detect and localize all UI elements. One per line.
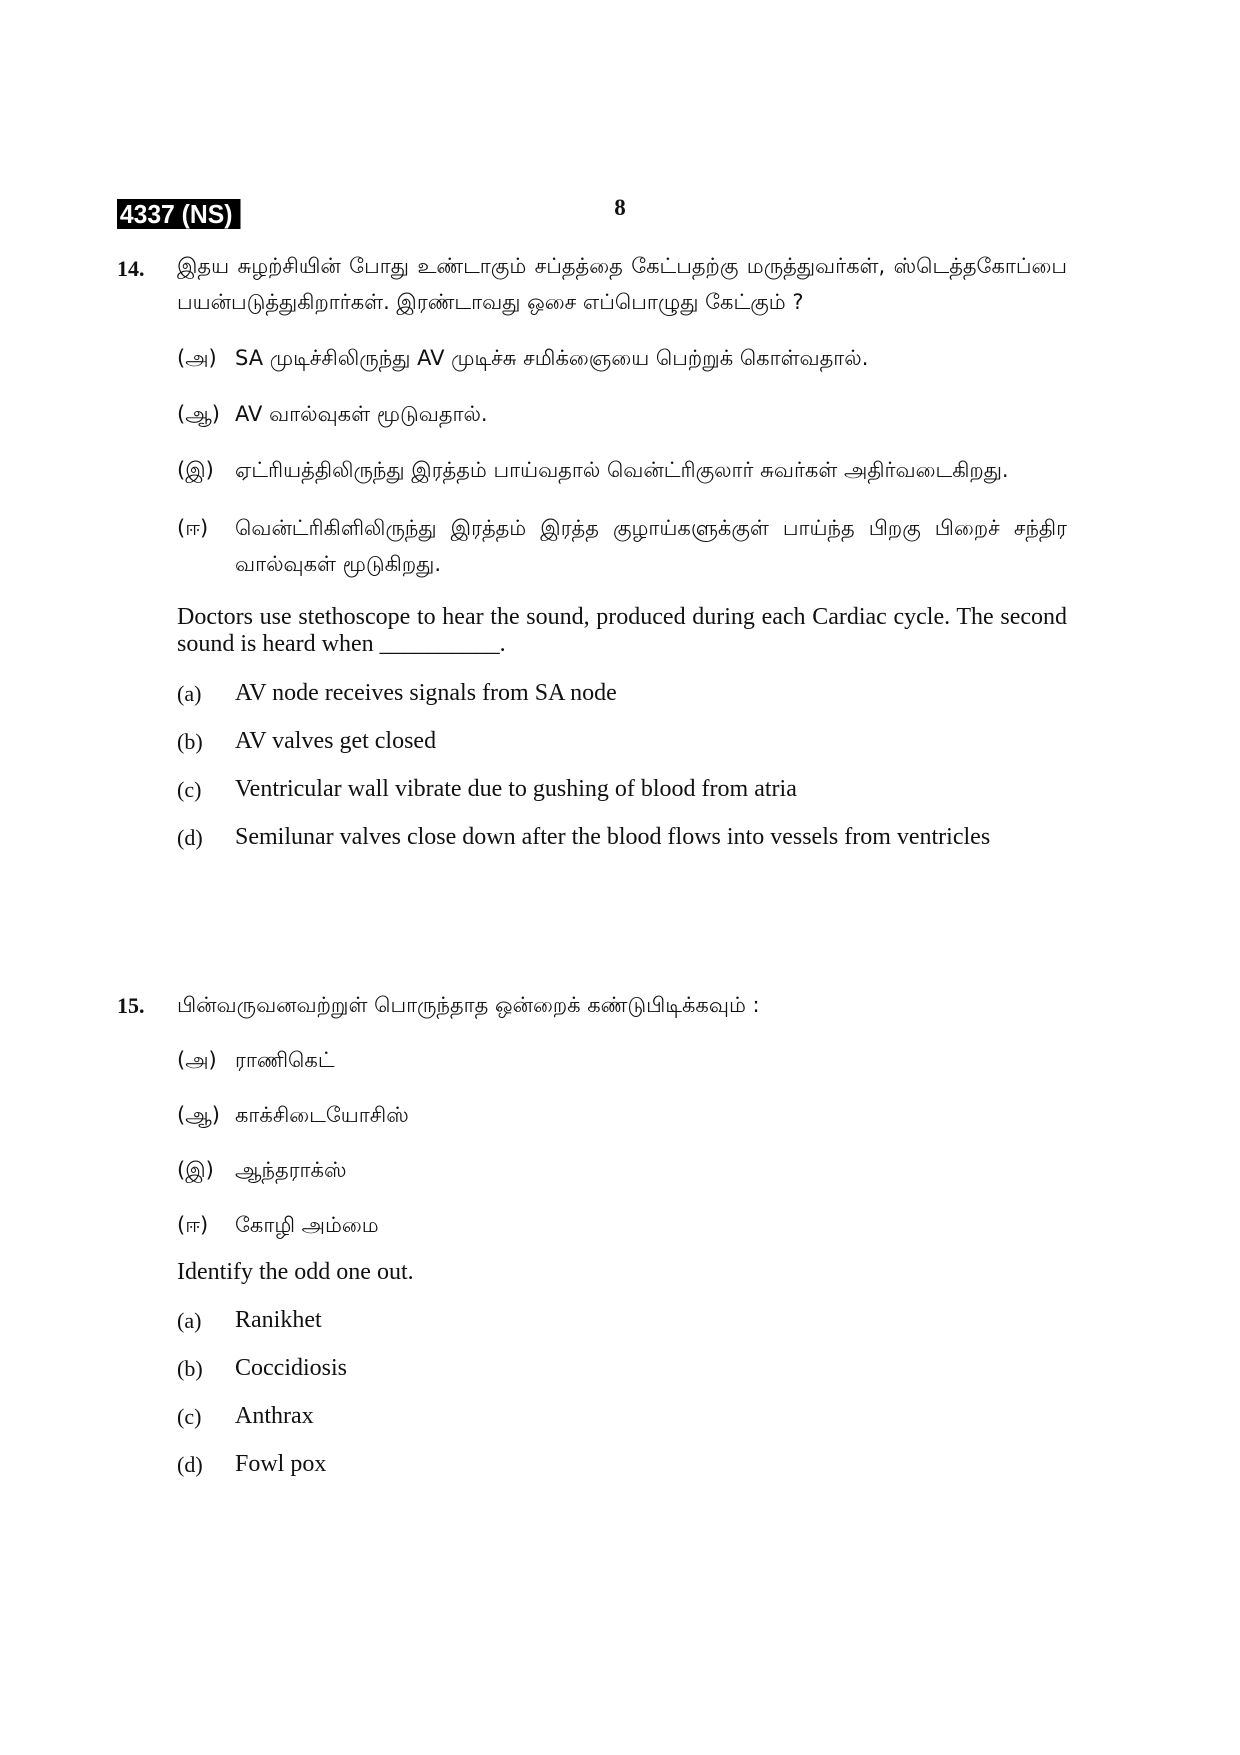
paper-code-badge: 4337 (NS) bbox=[117, 199, 240, 229]
option-label: (c) bbox=[177, 777, 202, 802]
english-option-d bbox=[177, 1451, 1067, 1478]
english-option-c bbox=[177, 1403, 1067, 1430]
english-option-b bbox=[177, 728, 1067, 755]
option-text: Ventricular wall vibrate due to gushing of blood from atria bbox=[235, 776, 797, 802]
tamil-option-2 bbox=[177, 396, 1067, 432]
option-text: ஆந்தராக்ஸ் bbox=[235, 1158, 347, 1182]
option-label: (b) bbox=[177, 729, 203, 754]
option-label: (d) bbox=[177, 1452, 203, 1477]
tamil-option-4 bbox=[177, 510, 1067, 582]
option-text: Ranikhet bbox=[235, 1307, 322, 1333]
tamil-option-2 bbox=[177, 1097, 1067, 1133]
tamil-question-text: இதய சுழற்சியின் போது உண்டாகும் சப்தத்தை கேட்பதற்கு மருத்துவர்கள், ஸ்டெத்தகோப்பை பயன்படுத்துகிறார்கள். இரண்டாவது ஒசை எப்பொழுது கேட்கும் ? bbox=[177, 254, 1067, 314]
tamil-question-text: பின்வருவனவற்றுள் பொருந்தாத ஒன்றைக் கண்டுபிடிக்கவும் : bbox=[177, 993, 760, 1017]
option-label: (ஈ) bbox=[177, 1213, 209, 1237]
tamil-option-3 bbox=[177, 1152, 1067, 1188]
tamil-option-4 bbox=[177, 1207, 1067, 1243]
tamil-option-1 bbox=[177, 340, 1067, 376]
option-text: ராணிகெட் bbox=[235, 1048, 335, 1072]
question-15 bbox=[117, 993, 1067, 1478]
option-label: (a) bbox=[177, 681, 202, 706]
option-label: (இ) bbox=[177, 458, 214, 482]
option-text: ஏட்ரியத்திலிருந்து இரத்தம் பாய்வதால் வென்ட்ரிகுலார் சுவர்கள் அதிர்வடைகிறது. bbox=[235, 458, 1009, 482]
option-text: AV node receives signals from SA node bbox=[235, 680, 617, 706]
option-label: (அ) bbox=[177, 1048, 217, 1072]
option-text: Coccidiosis bbox=[235, 1355, 347, 1381]
option-label: (ஈ) bbox=[177, 516, 209, 540]
page-number: 8 bbox=[614, 195, 626, 220]
english-option-b bbox=[177, 1355, 1067, 1382]
english-question-text: Identify the odd one out. bbox=[177, 1259, 414, 1285]
option-label: (b) bbox=[177, 1356, 203, 1381]
english-option-a bbox=[177, 1307, 1067, 1334]
english-option-a bbox=[177, 680, 1067, 707]
option-label: (ஆ) bbox=[177, 402, 220, 426]
option-text: AV வால்வுகள் மூடுவதால். bbox=[235, 402, 488, 426]
question-number: 15. bbox=[117, 993, 145, 1018]
option-text: Anthrax bbox=[235, 1403, 314, 1429]
tamil-option-1 bbox=[177, 1042, 1067, 1078]
option-label: (a) bbox=[177, 1308, 202, 1333]
english-option-c bbox=[177, 776, 1067, 803]
option-text: வென்ட்ரிகிளிலிருந்து இரத்தம் இரத்த குழாய்களுக்குள் பாய்ந்த பிறகு பிறைச் சந்திர வால்வுகள் மூடுகிறது. bbox=[235, 516, 1067, 576]
option-text: Fowl pox bbox=[235, 1451, 327, 1477]
option-text: Semilunar valves close down after the blood flows into vessels from ventricles bbox=[235, 824, 991, 850]
option-label: (அ) bbox=[177, 346, 217, 370]
option-text: SA முடிச்சிலிருந்து AV முடிச்சு சமிக்ஞையை பெற்றுக் கொள்வதால். bbox=[235, 346, 869, 370]
english-question-text: Doctors use stethoscope to hear the sound, produced during each Cardiac cycle. The second sound is heard when __________. bbox=[177, 604, 1067, 657]
tamil-option-3 bbox=[177, 452, 1067, 488]
option-label: (d) bbox=[177, 825, 203, 850]
question-14 bbox=[117, 256, 1067, 851]
english-option-d bbox=[177, 824, 1067, 851]
option-text: காக்சிடையோசிஸ் bbox=[235, 1103, 409, 1127]
question-number: 14. bbox=[117, 256, 145, 281]
option-label: (ஆ) bbox=[177, 1103, 220, 1127]
option-text: கோழி அம்மை bbox=[235, 1213, 379, 1237]
option-label: (இ) bbox=[177, 1158, 214, 1182]
option-text: AV valves get closed bbox=[235, 728, 437, 754]
option-label: (c) bbox=[177, 1404, 202, 1429]
